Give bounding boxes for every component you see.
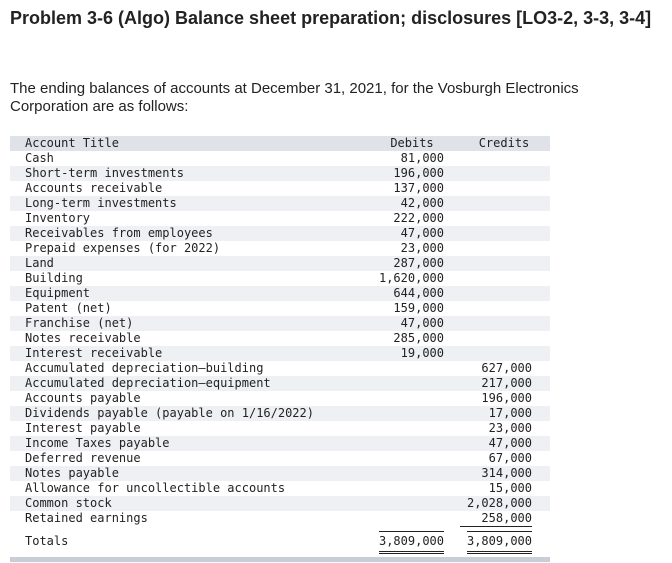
table-row (10, 241, 550, 256)
totals-debit: 3,809,000 (379, 531, 444, 554)
account-title: Inventory (25, 211, 91, 225)
table-row (10, 361, 550, 376)
table-row (10, 496, 550, 511)
account-title: Interest payable (25, 421, 141, 435)
table-row (10, 481, 550, 496)
totals-row (10, 526, 550, 556)
credit-amount: 627,000 (481, 361, 532, 375)
debit-amount: 222,000 (393, 211, 444, 225)
table-row (10, 286, 550, 301)
account-title: Retained earnings (25, 511, 148, 525)
account-title: Patent (net) (25, 301, 112, 315)
credit-amount: 47,000 (488, 436, 532, 450)
debit-amount: 137,000 (393, 181, 444, 195)
debit-amount: 42,000 (400, 196, 444, 210)
totals-credit: 3,809,000 (467, 531, 532, 554)
table-row (10, 406, 550, 421)
header-debits: Debits (390, 136, 434, 150)
account-title: Accounts receivable (25, 181, 163, 195)
credit-amount: 196,000 (481, 391, 532, 405)
debit-amount: 644,000 (393, 286, 444, 300)
table-row (10, 331, 550, 346)
account-title: Dividends payable (payable on 1/16/2022) (25, 406, 314, 420)
table-row (10, 226, 550, 241)
account-title: Building (25, 271, 83, 285)
table-row (10, 511, 550, 526)
account-title: Deferred revenue (25, 451, 141, 465)
credit-amount: 258,000 (460, 511, 532, 527)
account-title: Interest receivable (25, 346, 163, 360)
account-title: Notes receivable (25, 331, 141, 345)
totals-label: Totals (25, 534, 69, 548)
debit-amount: 287,000 (393, 256, 444, 270)
credit-amount: 17,000 (488, 406, 532, 420)
table-row (10, 301, 550, 316)
debit-amount: 159,000 (393, 301, 444, 315)
table-row (10, 181, 550, 196)
account-title: Accumulated depreciation—building (25, 361, 264, 375)
table-row (10, 151, 550, 166)
account-title: Allowance for uncollectible accounts (25, 481, 286, 495)
table-row (10, 166, 550, 181)
debit-amount: 23,000 (400, 241, 444, 255)
problem-intro: The ending balances of accounts at December 31, 2021, for the Vosburgh Electronics Corporation are as follows: (10, 80, 579, 115)
account-title: Accounts payable (25, 391, 141, 405)
table-row (10, 421, 550, 436)
account-title: Receivables from employees (25, 226, 213, 240)
table-row (10, 346, 550, 361)
bottom-divider (10, 557, 550, 562)
table-row (10, 316, 550, 331)
credit-amount: 314,000 (481, 466, 532, 480)
debit-amount: 47,000 (400, 226, 444, 240)
table-body (10, 151, 550, 526)
debit-amount: 81,000 (400, 151, 444, 165)
credit-amount: 67,000 (488, 451, 532, 465)
credit-amount: 23,000 (488, 421, 532, 435)
debit-amount: 19,000 (400, 346, 444, 360)
debit-amount: 1,620,000 (378, 271, 444, 285)
header-account-title: Account Title (25, 136, 119, 150)
credit-amount: 2,028,000 (466, 496, 532, 510)
account-title: Cash (25, 151, 54, 165)
credit-amount: 217,000 (481, 376, 532, 390)
account-balances-table (10, 136, 550, 556)
table-row (10, 436, 550, 451)
header-credits: Credits (478, 136, 530, 150)
account-title: Franchise (net) (25, 316, 134, 330)
account-title: Income Taxes payable (25, 436, 170, 450)
table-row (10, 376, 550, 391)
account-title: Long-term investments (25, 196, 177, 210)
account-title: Common stock (25, 496, 112, 510)
account-title: Land (25, 256, 54, 270)
account-title: Short-term investments (25, 166, 184, 180)
account-title: Accumulated depreciation—equipment (25, 376, 271, 390)
account-title: Notes payable (25, 466, 119, 480)
problem-title: Problem 3-6 (Algo) Balance sheet preparation; disclosures [LO3-2, 3-3, 3-4] (10, 8, 652, 28)
table-row (10, 391, 550, 406)
table-row (10, 271, 550, 286)
account-title: Prepaid expenses (for 2022) (25, 241, 221, 255)
debit-amount: 47,000 (400, 316, 444, 330)
debit-amount: 196,000 (393, 166, 444, 180)
table-row (10, 196, 550, 211)
account-title: Equipment (25, 286, 91, 300)
table-row (10, 451, 550, 466)
table-row (10, 466, 550, 481)
table-row (10, 211, 550, 226)
debit-amount: 285,000 (393, 331, 444, 345)
credit-amount: 15,000 (488, 481, 532, 495)
table-header (10, 136, 550, 151)
table-row (10, 256, 550, 271)
